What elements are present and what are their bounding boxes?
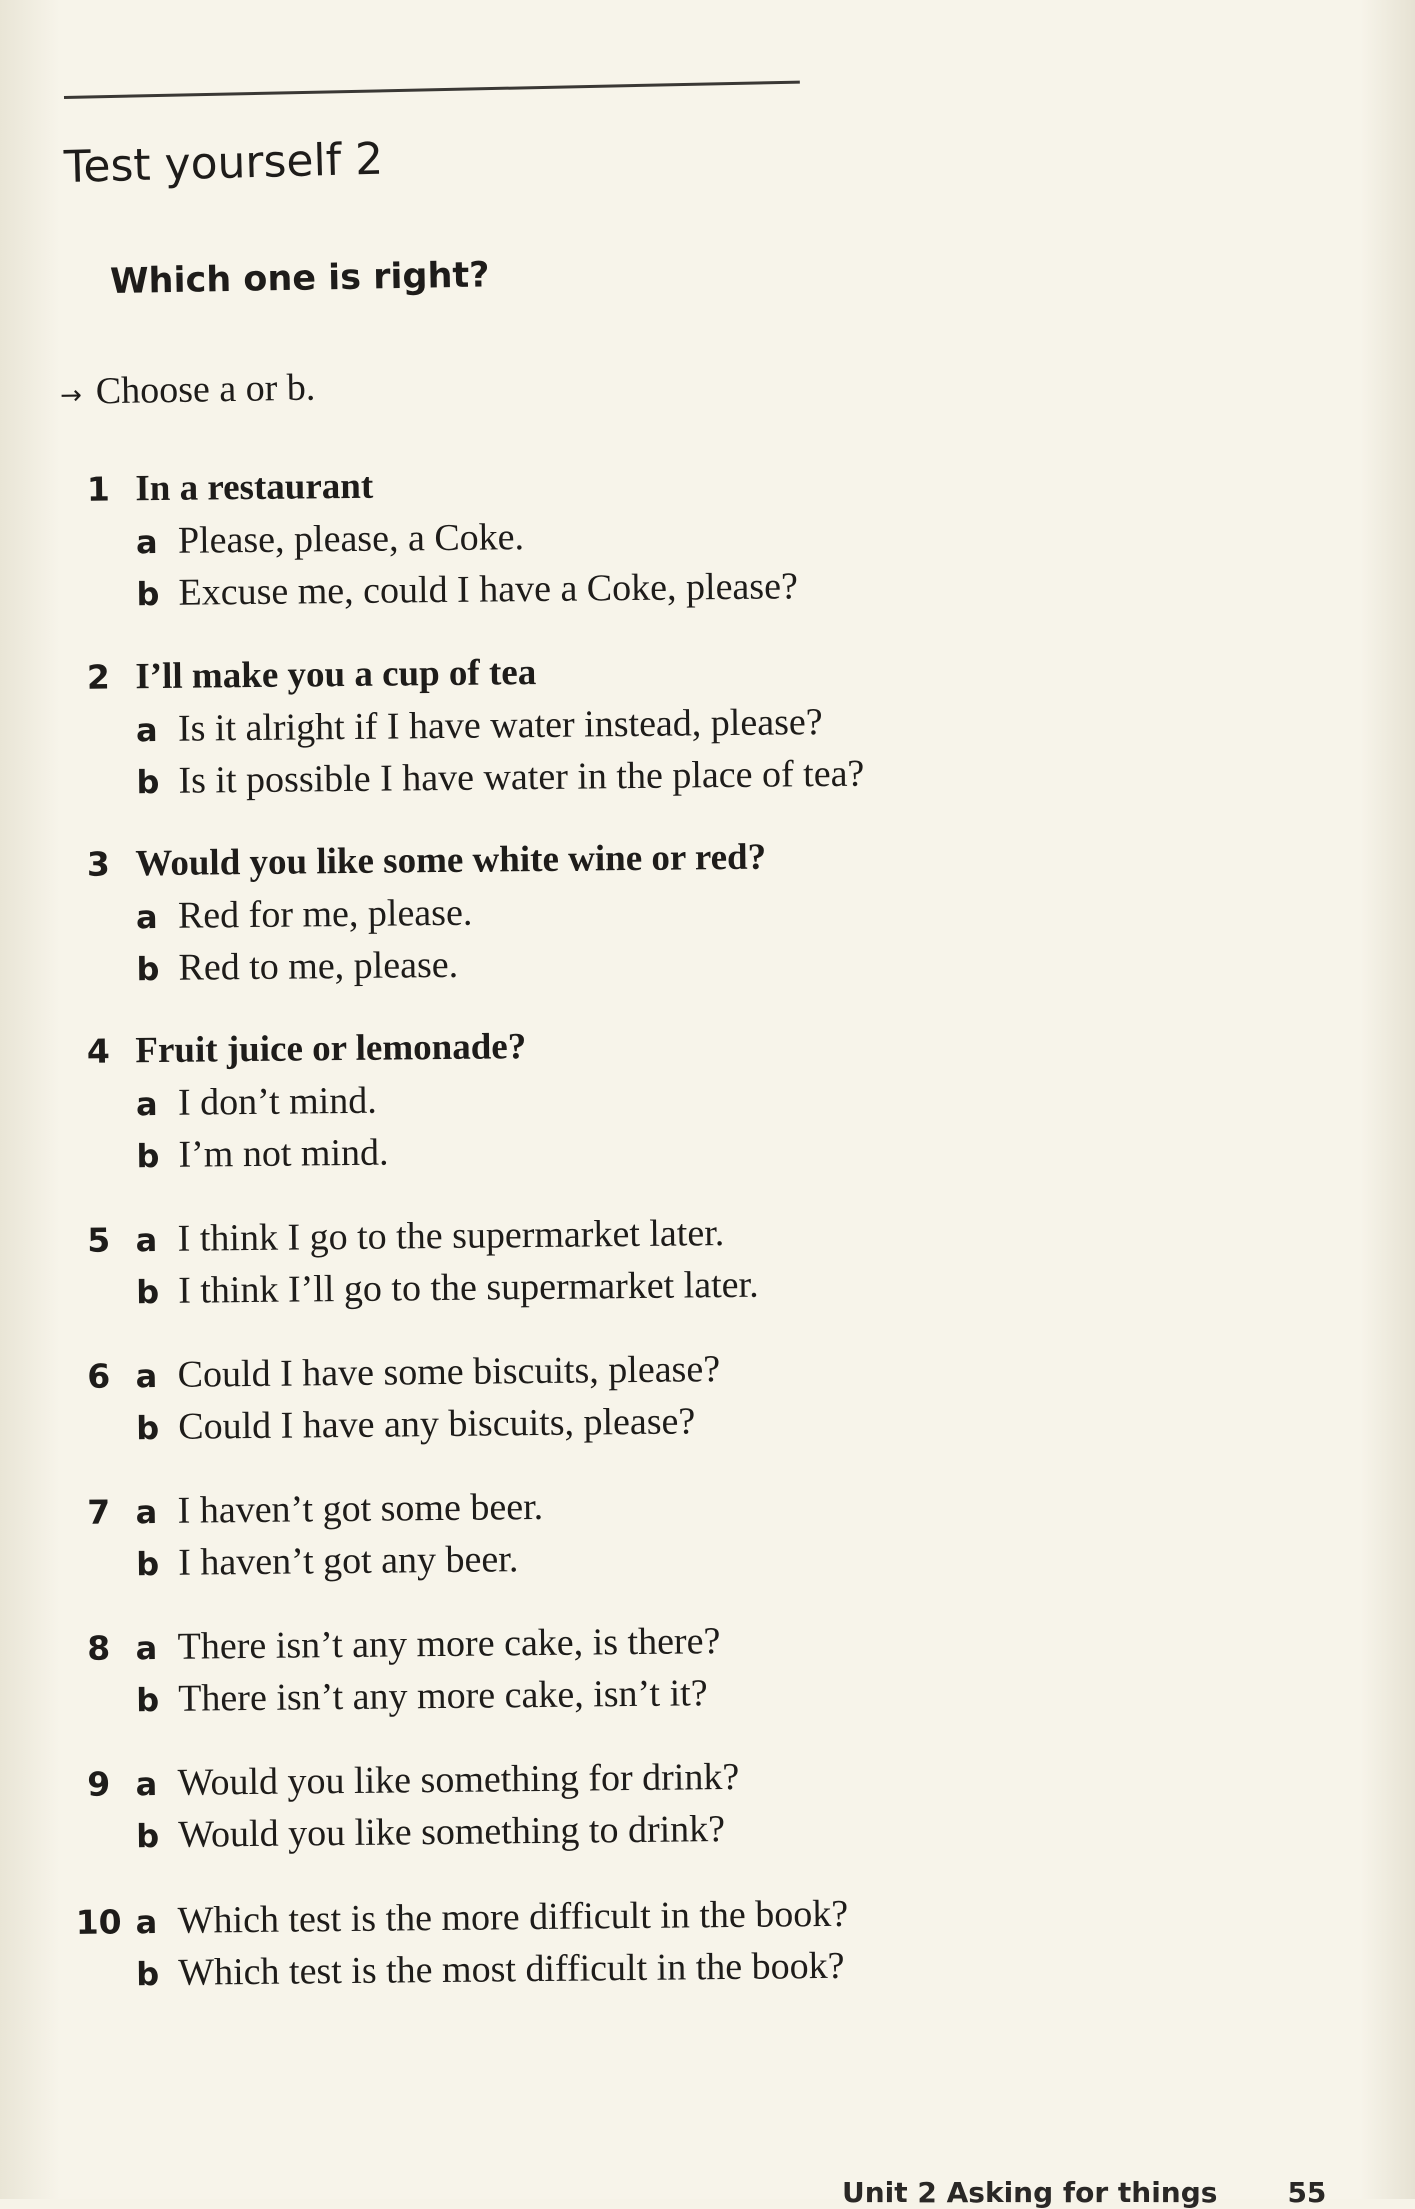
option-text: Could I have any biscuits, please?: [178, 1400, 696, 1448]
question-1: [61, 458, 1063, 624]
option-text: Red for me, please.: [177, 891, 473, 937]
question-prompt: I’ll make you a cup of tea: [135, 652, 537, 698]
option-letter: a: [135, 1221, 158, 1260]
page-number: 55: [1287, 2176, 1327, 2209]
option-text: There isn’t any more cake, is there?: [177, 1620, 721, 1668]
arrow-icon: →: [59, 380, 83, 411]
option-text: Would you like something for drink?: [177, 1755, 740, 1804]
question-number: 4: [86, 1031, 111, 1071]
question-number: 10: [75, 1902, 122, 1942]
option-b[interactable]: [62, 1396, 1062, 1458]
option-text: Which test is the more difficult in the book?: [177, 1892, 849, 1942]
option-letter: b: [136, 574, 160, 614]
question-2: [61, 646, 1063, 812]
option-b[interactable]: [62, 750, 1062, 812]
page-footer: [842, 2176, 1326, 2209]
option-letter: a: [135, 711, 158, 750]
option-letter: a: [135, 1493, 158, 1532]
question-5: [61, 1208, 1062, 1322]
option-b[interactable]: [62, 1668, 1062, 1730]
question-prompt: In a restaurant: [135, 465, 374, 510]
option-letter: a: [135, 1085, 158, 1124]
question-number: 8: [87, 1628, 111, 1668]
option-letter: b: [136, 1272, 160, 1312]
option-text: Is it possible I have water in the place of tea?: [178, 752, 865, 802]
option-text: Which test is the most difficult in the book?: [178, 1944, 845, 1994]
option-letter: a: [135, 1903, 158, 1942]
question-9: [61, 1752, 1062, 1866]
option-b[interactable]: [62, 1804, 1062, 1866]
option-b[interactable]: [62, 1124, 1062, 1186]
option-text: I think I’ll go to the supermarket later.: [178, 1263, 759, 1312]
option-letter: b: [136, 1408, 160, 1448]
question-4: [61, 1020, 1063, 1186]
instruction: [60, 366, 316, 414]
option-b[interactable]: [62, 937, 1062, 999]
option-letter: b: [136, 1954, 160, 1994]
option-letter: b: [136, 762, 160, 802]
question-number: 1: [86, 469, 111, 509]
question-number: 2: [86, 657, 111, 697]
option-b[interactable]: [62, 1532, 1062, 1594]
question-number: 3: [86, 844, 111, 884]
question-7: [61, 1480, 1062, 1594]
question-6: [61, 1344, 1062, 1458]
question-3: [61, 833, 1063, 999]
option-b[interactable]: [62, 562, 1062, 624]
option-text: Is it alright if I have water instead, please?: [177, 701, 823, 750]
question-number: 5: [87, 1220, 111, 1260]
instruction-text: Choose a or b.: [95, 366, 316, 413]
option-b[interactable]: [62, 1260, 1062, 1322]
option-text: Please, please, a Coke.: [177, 516, 525, 562]
footer-unit: Unit 2 Asking for things: [842, 2176, 1218, 2209]
option-letter: a: [135, 1629, 158, 1668]
question-prompt: Fruit juice or lemonade?: [135, 1026, 527, 1072]
option-text: I don’t mind.: [177, 1079, 377, 1124]
option-text: I haven’t got some beer.: [177, 1485, 544, 1532]
option-letter: a: [135, 1357, 158, 1396]
question-number: 6: [87, 1356, 111, 1396]
option-letter: b: [136, 1816, 160, 1856]
option-letter: b: [136, 1680, 160, 1720]
option-text: I’m not mind.: [178, 1131, 389, 1176]
option-letter: a: [135, 898, 158, 937]
option-text: I haven’t got any beer.: [178, 1538, 519, 1584]
option-letter: b: [136, 1544, 160, 1584]
page-title: Test yourself 2: [63, 133, 384, 193]
option-text: There isn’t any more cake, isn’t it?: [178, 1672, 708, 1720]
question-8: [61, 1616, 1062, 1730]
option-letter: b: [136, 1136, 160, 1176]
question-number: 9: [87, 1764, 111, 1804]
option-text: Could I have some biscuits, please?: [177, 1348, 721, 1396]
question-10: [61, 1890, 1062, 2004]
question-number: 7: [87, 1492, 111, 1532]
option-text: Excuse me, could I have a Coke, please?: [178, 565, 799, 614]
section-subtitle: Which one is right?: [109, 255, 490, 302]
option-letter: a: [135, 523, 158, 562]
option-text: I think I go to the supermarket later.: [177, 1212, 725, 1260]
option-letter: a: [135, 1765, 158, 1804]
option-letter: b: [136, 949, 160, 989]
question-prompt: Would you like some white wine or red?: [135, 836, 767, 885]
option-text: Red to me, please.: [178, 943, 459, 989]
option-b[interactable]: [62, 1942, 1062, 2004]
option-text: Would you like something to drink?: [178, 1808, 726, 1856]
